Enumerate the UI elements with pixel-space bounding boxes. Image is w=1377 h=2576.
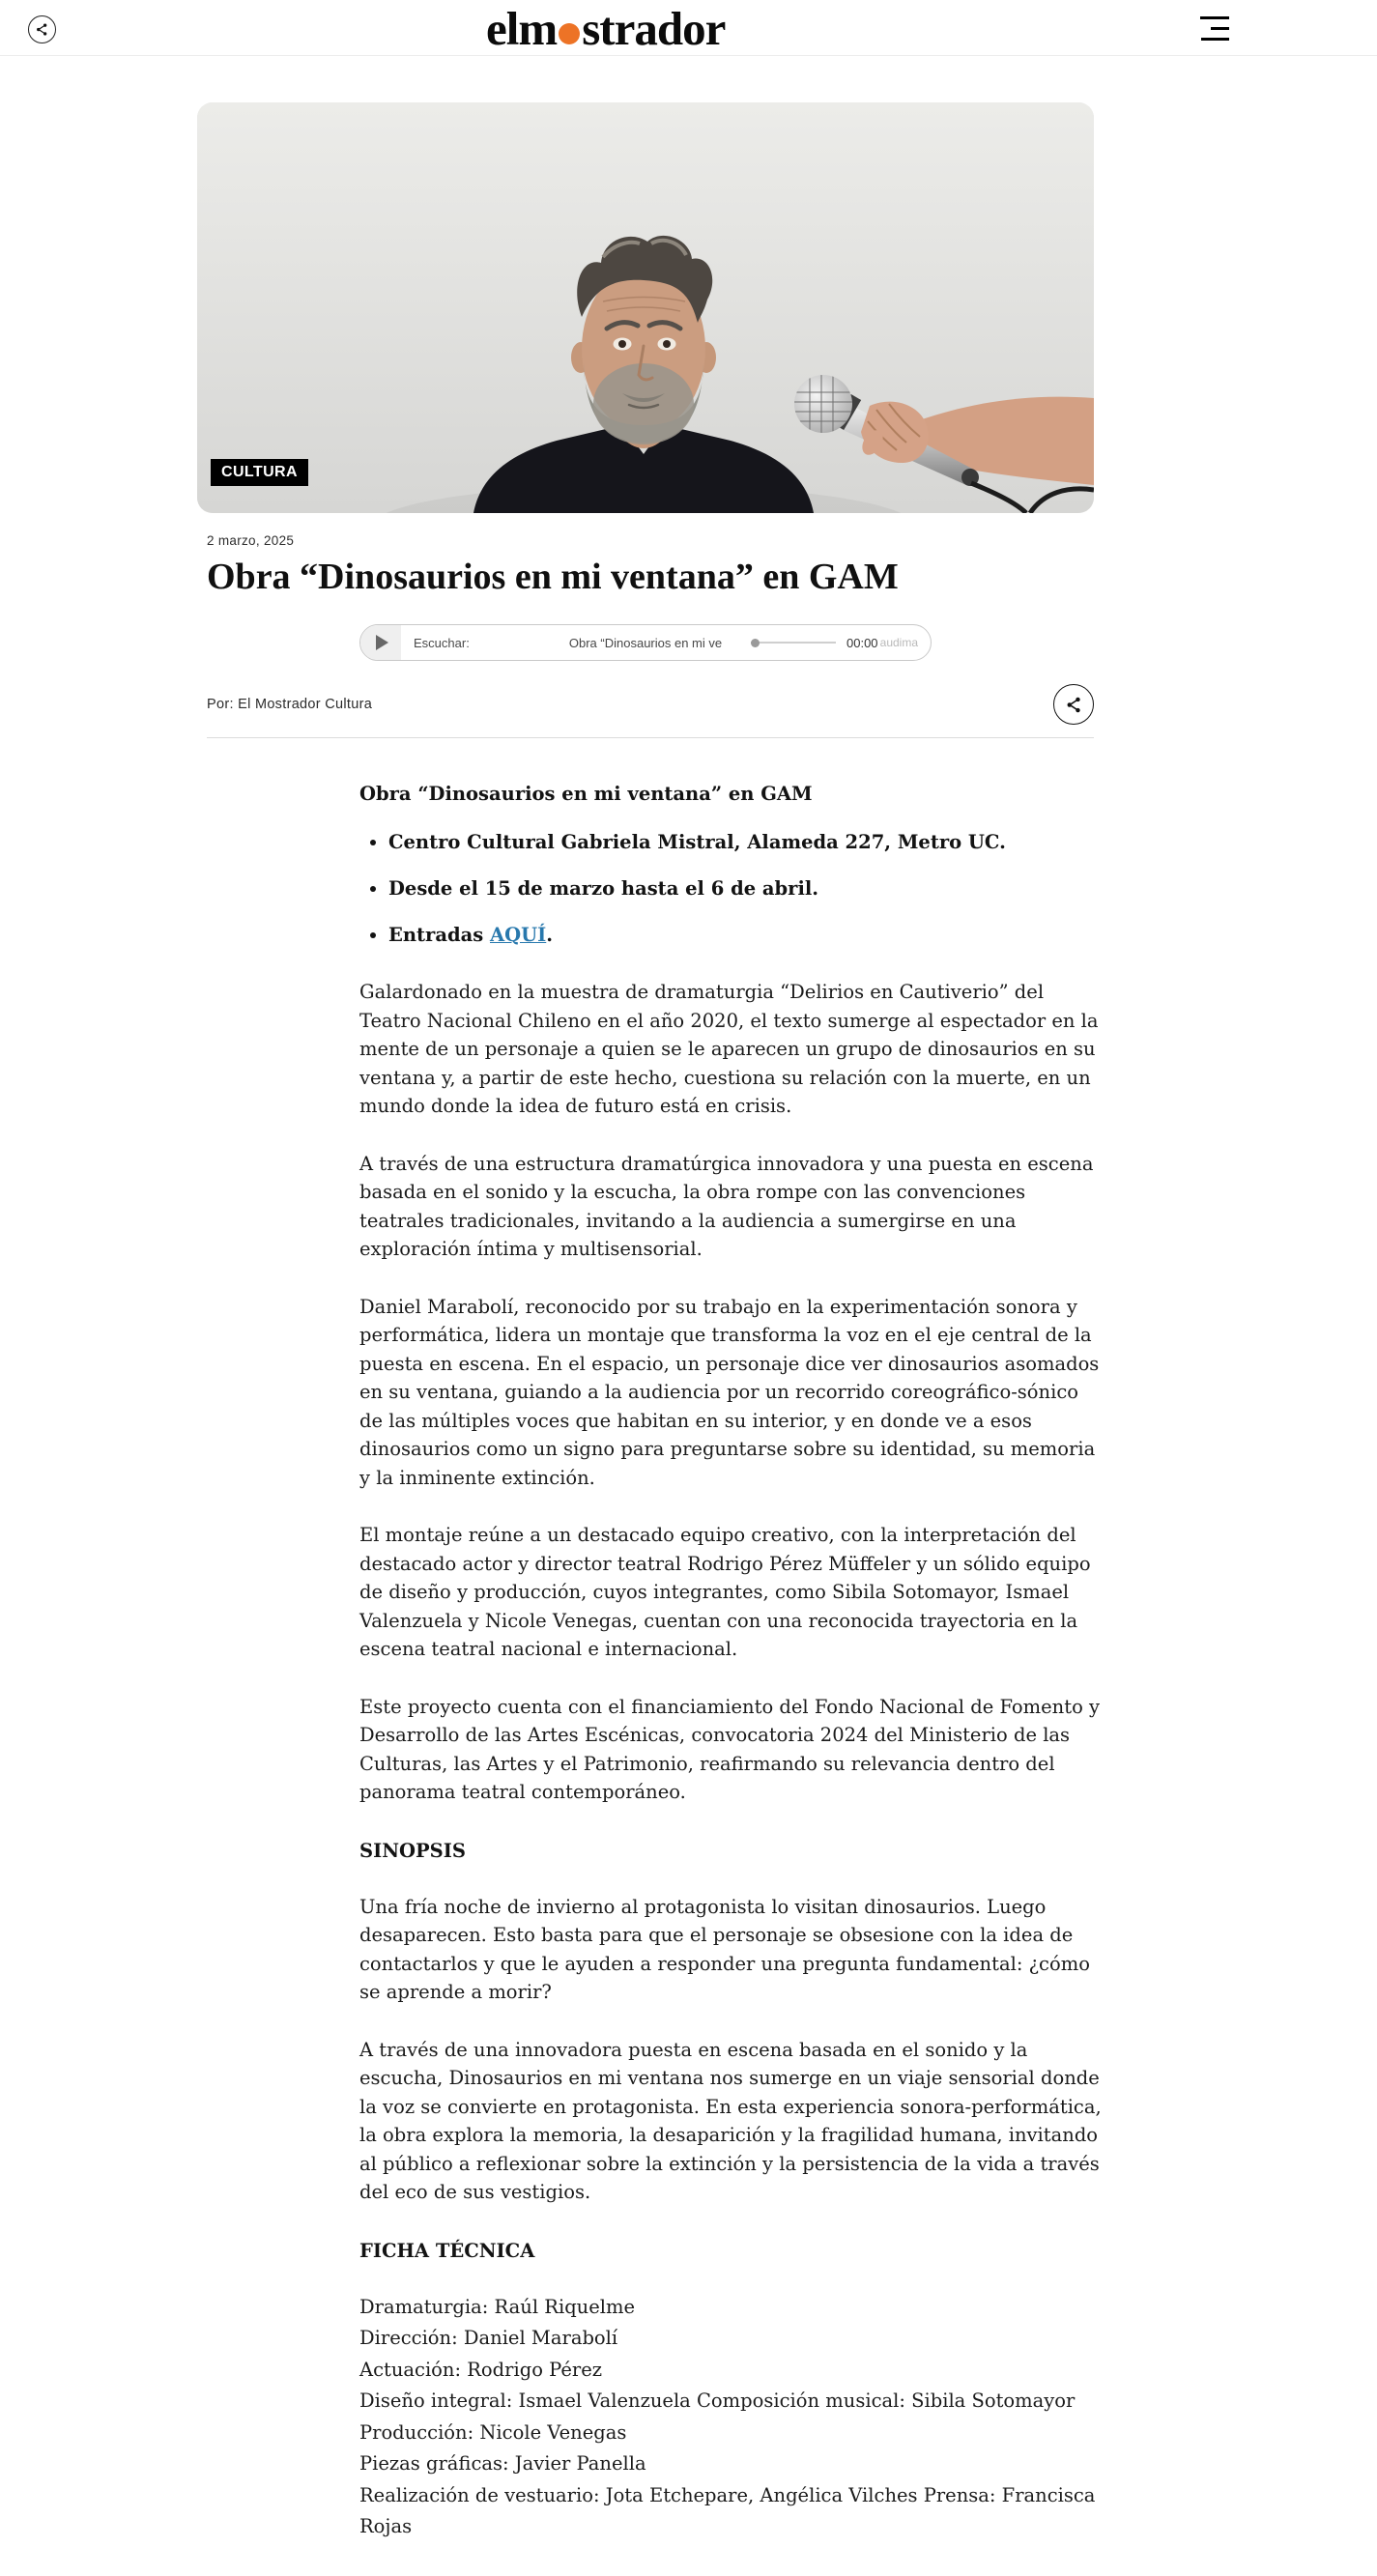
article-date: 2 marzo, 2025	[207, 533, 295, 548]
share-icon	[35, 22, 49, 37]
paragraph: Daniel Marabolí, reconocido por su trabajo en la experimentación sonora y performática, lidera un montaje que transforma la voz en el eje central de la puesta en escena. En el espacio, un personaje dice ver dinosaurios asomados en su ventana, guiando a la audiencia por un recorrido coreográfico-sónico de las múltiples voces que habitan en su interior, y en donde ve a esos dinosaurios como un signo para preguntarse sobre su identidad, su memoria y la inminente extinción.	[359, 1295, 1100, 1489]
audio-current-time: 00:00	[846, 635, 878, 650]
ficha-tecnica-heading: FICHA TÉCNICA	[359, 2239, 535, 2262]
page-title: Obra “Dinosaurios en mi ventana” en GAM	[207, 557, 899, 597]
hamburger-menu-icon[interactable]	[1200, 16, 1229, 41]
listen-label: Escuchar:	[414, 635, 470, 650]
lead-heading: Obra “Dinosaurios en mi ventana” en GAM	[359, 783, 813, 805]
logo-dot	[559, 23, 580, 44]
credit-line: Dramaturgia: Raúl Riquelme	[359, 2295, 636, 2318]
article-page	[197, 102, 1102, 2543]
category-badge[interactable]: CULTURA	[211, 459, 308, 486]
logo-text-pre: elm	[486, 2, 558, 55]
bullet-list	[359, 828, 1104, 949]
paragraph: Una fría noche de invierno al protagonista lo visitan dinosaurios. Luego desaparecen. Esto basta para que el personaje se obsesione con la idea de contactarlos y que le ayuden a responder una pregunta fundamental: ¿cómo se aprende a morir?	[359, 1895, 1090, 2003]
paragraph: A través de una estructura dramatúrgica innovadora y una puesta en escena basada en el sonido y la escucha, la obra rompe con las convenciones teatrales tradicionales, invitando a la audiencia a sumergirse en una exploración íntima y multisensorial.	[359, 1152, 1094, 1260]
credit-line: Dirección: Daniel Marabolí	[359, 2327, 618, 2349]
credit-line: Realización de vestuario: Jota Etchepare, Angélica Vilches Prensa: Francisca Rojas	[359, 2483, 1096, 2537]
site-header	[0, 0, 1377, 56]
paragraph: Galardonado en la muestra de dramaturgia “Delirios en Cautiverio” del Teatro Nacional Chileno en el año 2020, el texto sumerge al espectador en la mente de un personaje a quien se le aparecen un grupo de dinosaurios en su ventana y, a partir de este hecho, cuestiona su relación con la muerte, en un mundo donde la idea de futuro está en crisis.	[359, 981, 1099, 1117]
sinopsis-heading: SINOPSIS	[359, 1839, 466, 1862]
audio-track-title: Obra “Dinosaurios en mi ve	[568, 635, 723, 650]
share-icon	[1065, 696, 1083, 714]
audio-progress-slider[interactable]	[751, 638, 836, 647]
byline-row	[197, 684, 1094, 725]
list-item: • Centro Cultural Gabriela Mistral, Alameda 227, Metro UC.	[388, 828, 1104, 856]
play-icon	[376, 635, 388, 650]
article-body	[359, 738, 1104, 2543]
paragraph: A través de una innovadora puesta en escena basada en el sonido y la escucha, Dinosaurios en mi ventana nos sumerge en un viaje sensorial donde la voz se convierte en protagonista. En esta experiencia sonora-performática, la obra explora la memoria, la desaparición y la fragilidad humana, invitando al público a reflexionar sobre la extinción y la persistencia de la vida a través del eco de sus vestigios.	[359, 2038, 1102, 2203]
play-button[interactable]	[360, 625, 401, 660]
ficha-tecnica-credits	[359, 2292, 1104, 2543]
hero-photo-man-with-microphone	[197, 102, 1094, 513]
article-share-button[interactable]	[1053, 684, 1094, 725]
paragraph: Este proyecto cuenta con el financiamiento del Fondo Nacional de Fomento y Desarrollo de las Artes Escénicas, convocatoria 2024 del Ministerio de las Culturas, las Artes y el Patrimonio, reafirmando su relevancia dentro del panorama teatral contemporáneo.	[359, 1695, 1101, 1803]
hero-image	[197, 102, 1094, 513]
list-item: • Entradas AQUÍ.	[388, 921, 1104, 949]
byline: Por: El Mostrador Cultura	[207, 697, 373, 712]
site-logo[interactable]	[486, 4, 725, 54]
credit-line: Piezas gráficas: Javier Panella	[359, 2452, 646, 2475]
header-share-button[interactable]	[28, 15, 56, 43]
audio-player[interactable]	[359, 624, 932, 661]
list-item: • Desde el 15 de marzo hasta el 6 de abril.	[388, 874, 1104, 902]
paragraph: El montaje reúne a un destacado equipo creativo, con la interpretación del destacado actor y director teatral Rodrigo Pérez Müffeler y un sólido equipo de diseño y producción, cuyos integrantes, como Sibila Sotomayor, Ismael Valenzuela y Nicole Venegas, cuentan con una reconocida trayectoria en la escena teatral nacional e internacional.	[359, 1524, 1091, 1660]
credit-line: Diseño integral: Ismael Valenzuela Composición musical: Sibila Sotomayor Producción: Nicole Venegas	[359, 2390, 1076, 2444]
credit-line: Actuación: Rodrigo Pérez	[359, 2358, 603, 2381]
slider-rail	[751, 642, 836, 644]
slider-knob[interactable]	[751, 639, 760, 647]
tickets-link[interactable]: AQUÍ	[490, 924, 547, 946]
audima-brand-label: audima	[879, 636, 918, 649]
logo-text-post: strador	[582, 2, 726, 55]
